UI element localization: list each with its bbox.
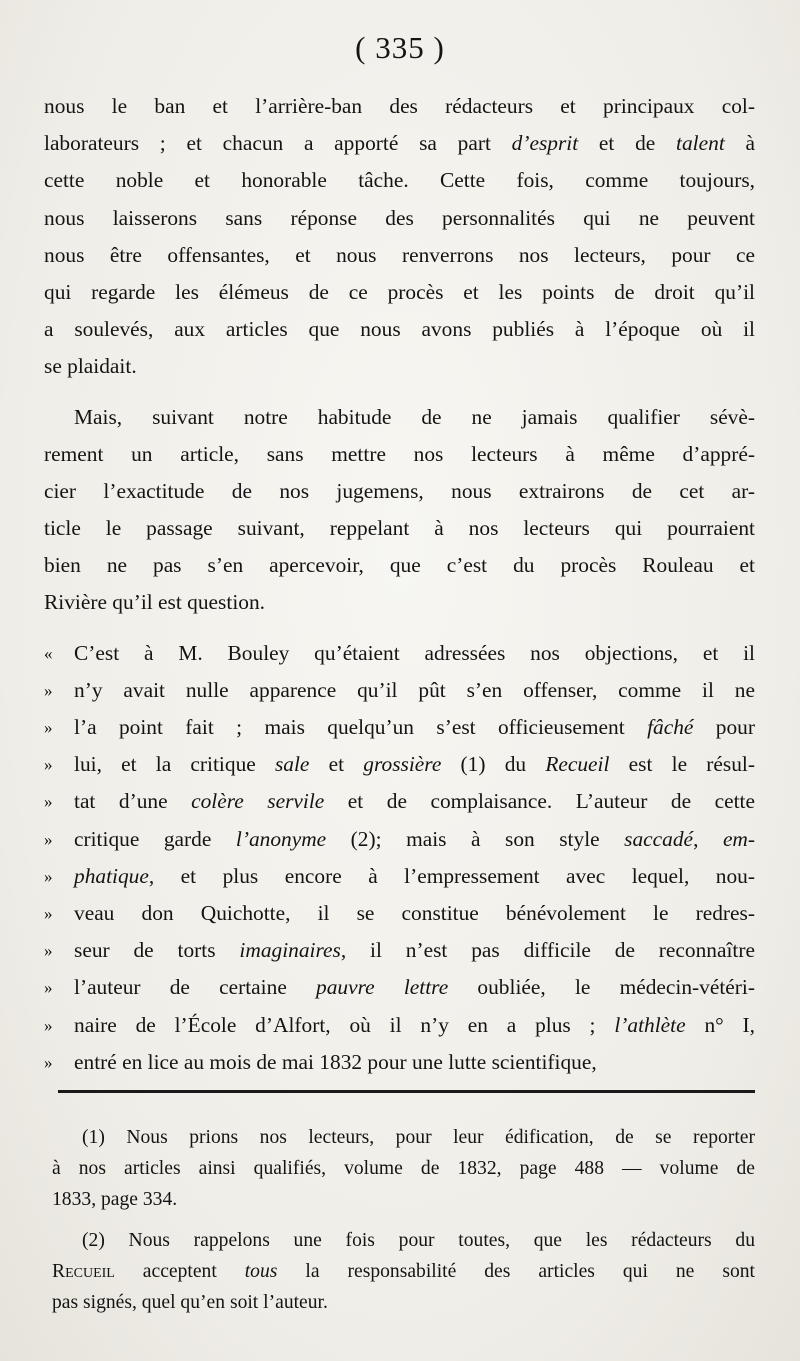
quote-line: » seur de torts imaginaires, il n’est pas difficile de reconnaître (44, 932, 755, 969)
text-line: Mais, suivant notre habitude de ne jamais qualifier sévè- (74, 404, 755, 429)
quote-mark: « (44, 643, 53, 663)
text-line: (2) Nous rappelons une fois pour toutes, que les rédacteurs du (82, 1230, 755, 1251)
quote-mark: » (44, 792, 53, 812)
quote-line: » critique garde l’anonyme (2); mais à son style saccadé, em- (44, 821, 755, 858)
paragraph (44, 88, 755, 386)
quote-line: » entré en lice au mois de mai 1832 pour une lutte scientifique, (44, 1044, 755, 1081)
quote-line: » phatique, et plus encore à l’empressement avec lequel, nou- (44, 858, 755, 895)
text-line: se plaidait. (44, 354, 137, 379)
text-line: nous le ban et l’arrière-ban des rédacteurs et principaux col- (44, 94, 755, 118)
paragraph (44, 399, 755, 622)
block-quote (44, 635, 755, 1081)
quote-line: « C’est à M. Bouley qu’étaient adressées nos objections, et il (44, 635, 755, 672)
text-line: nous laisserons sans réponse des personnalités qui ne peuvent (44, 205, 755, 230)
text-line: 1833, page 334. (52, 1189, 178, 1210)
text-line: (1) Nous prions nos lecteurs, pour leur édification, de se reporter (82, 1127, 755, 1148)
text-line: à nos articles ainsi qualifiés, volume de 1832, page 488 — volume de (52, 1158, 755, 1179)
text-line: Recueil acceptent tous la responsabilité des articles qui ne sont (52, 1261, 755, 1282)
quote-mark: » (44, 829, 53, 849)
quote-line: » lui, et la critique sale et grossière (1) du Recueil est le résul- (44, 746, 755, 783)
quote-line: » n’y avait nulle apparence qu’il pût s’en offenser, comme il ne (44, 672, 755, 709)
quote-mark: » (44, 680, 53, 700)
quote-mark: » (44, 866, 53, 886)
footnote-rule (58, 1090, 755, 1093)
main-text (44, 88, 755, 1081)
text-line: rement un article, sans mettre nos lecteurs à même d’appré- (44, 441, 755, 466)
text-line: laborateurs ; et chacun a apporté sa part d’esprit et de talent à (44, 131, 756, 156)
text-line: pas signés, quel qu’en soit l’auteur. (52, 1292, 328, 1313)
quote-line: » l’a point fait ; mais quelqu’un s’est officieusement fâché pour (44, 709, 755, 746)
quote-mark: » (44, 755, 53, 775)
text-line: ticle le passage suivant, reppelant à nos lecteurs qui pourraient (44, 516, 755, 541)
quote-mark: » (44, 978, 53, 998)
quote-line: » veau don Quichotte, il se constitue bénévolement le redres- (44, 895, 755, 932)
text-line: cette noble et honorable tâche. Cette fois, comme toujours, (44, 168, 755, 193)
quote-mark: » (44, 903, 53, 923)
text-line: nous être offensantes, et nous renverrons nos lecteurs, pour ce (44, 242, 755, 267)
quote-mark: » (44, 1015, 53, 1035)
quote-line: » naire de l’École d’Alfort, où il n’y en a plus ; l’athlète n° I, (44, 1007, 755, 1044)
quote-line: » l’auteur de certaine pauvre lettre oubliée, le médecin-vétéri- (44, 969, 755, 1006)
text-line: cier l’exactitude de nos jugemens, nous extrairons de cet ar- (44, 478, 755, 503)
footnote (52, 1225, 755, 1318)
text-line: Rivière qu’il est question. (44, 590, 265, 615)
text-line: bien ne pas s’en apercevoir, que c’est du procès Rouleau et (44, 553, 755, 578)
quote-line: » tat d’une colère servile et de complaisance. L’auteur de cette (44, 783, 755, 820)
footnotes (52, 1122, 755, 1318)
text-line: qui regarde les élémeus de ce procès et les points de droit qu’il (44, 279, 755, 304)
quote-mark: » (44, 1052, 53, 1072)
page-number: ( 335 ) (355, 30, 445, 65)
quote-mark: » (44, 718, 53, 737)
quote-mark: » (44, 941, 53, 961)
footnote (52, 1122, 755, 1215)
text-line: a soulevés, aux articles que nous avons publiés à l’époque où il (44, 317, 755, 342)
